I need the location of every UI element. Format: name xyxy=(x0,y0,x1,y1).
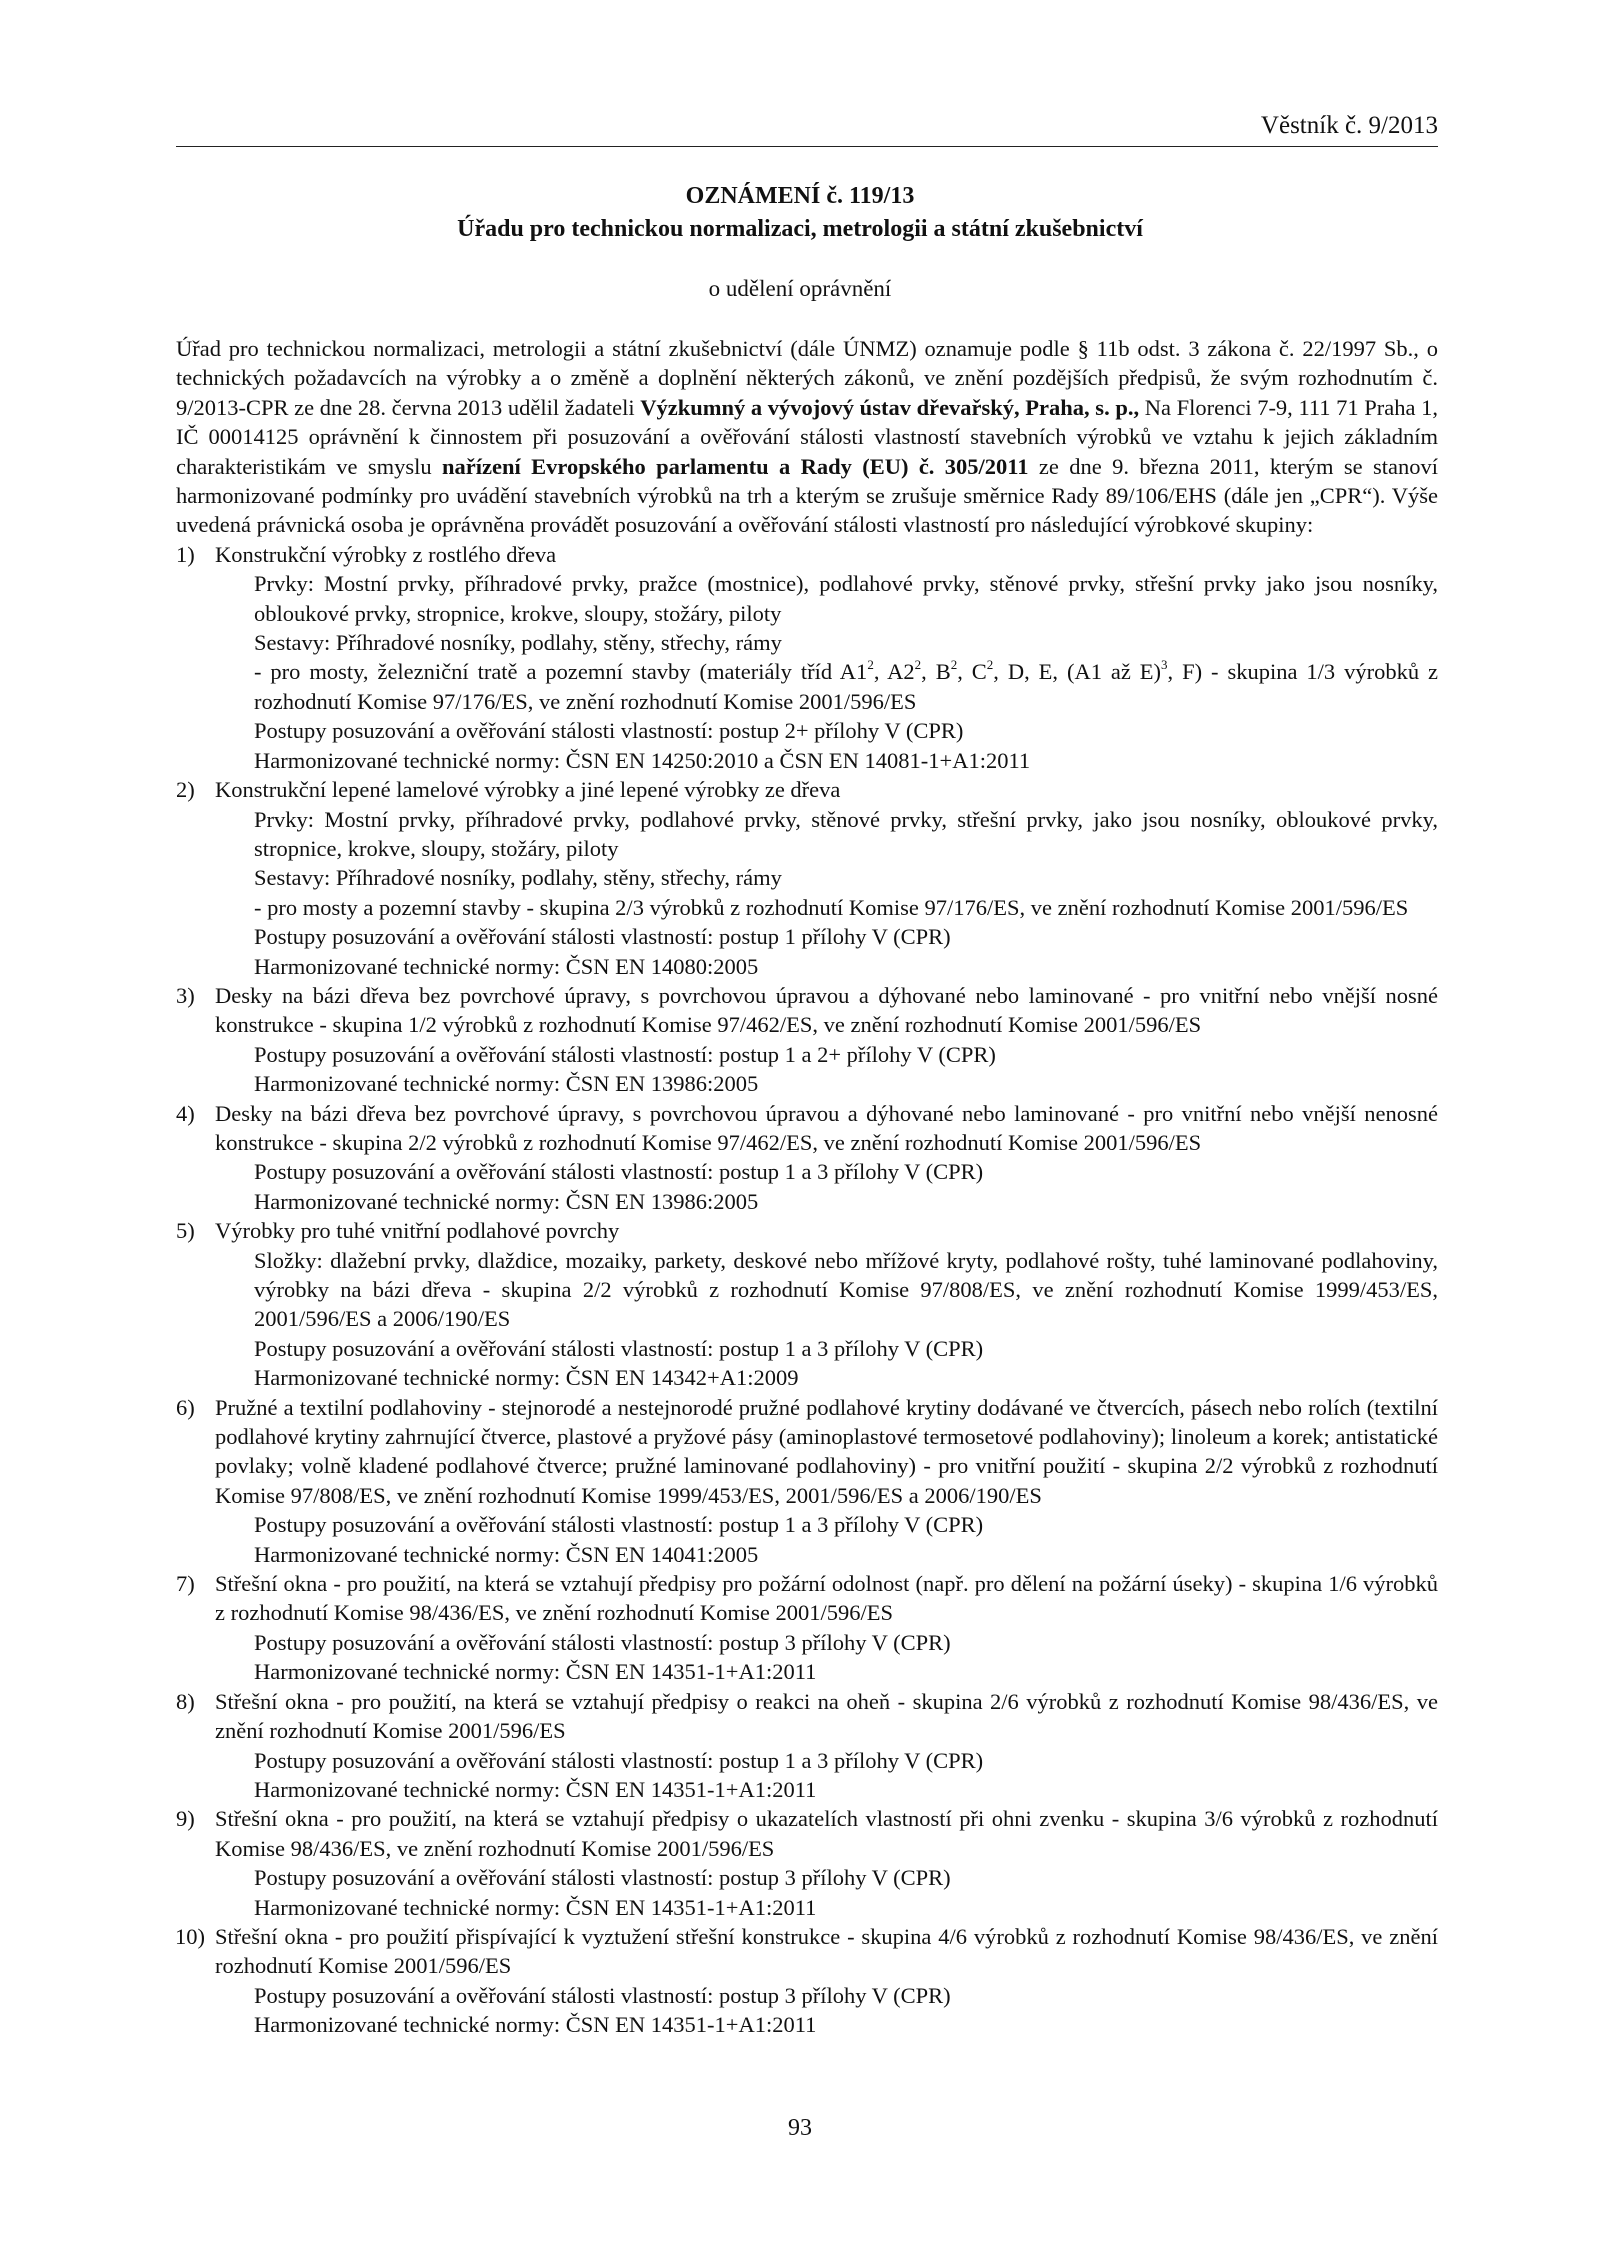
item-heading: Desky na bázi dřeva bez povrchové úpravy, s povrchovou úpravou a dýhované nebo laminované - pro vnitřní nebo vnější nenosné konstrukce - skupina 2/2 výrobků z rozhodnutí Komise 97/462/ES, ve znění rozhodnutí Komise 2001/596/ES xyxy=(215,1100,1438,1155)
item-standards: Harmonizované technické normy: ČSN EN 14041:2005 xyxy=(254,1541,759,1567)
superscript: 2 xyxy=(867,656,874,672)
product-group-item xyxy=(176,1569,1438,1687)
header-rule xyxy=(176,146,1438,147)
item-number: 7) xyxy=(176,1571,195,1597)
item-number: 10) xyxy=(175,1923,205,1949)
item-number: 8) xyxy=(176,1688,195,1714)
product-group-item xyxy=(176,1099,1438,1217)
item-standards: Harmonizované technické normy: ČSN EN 13986:2005 xyxy=(254,1071,759,1097)
item-heading: Střešní okna - pro použití, na která se vztahují předpisy pro požární odolnost (např. pro dělení na požární úseky) - skupina 1/6 výrobků z rozhodnutí Komise 98/436/ES, ve znění rozhodnutí Komise 2001/596/ES xyxy=(215,1571,1438,1626)
item-number: 6) xyxy=(176,1394,195,1420)
product-group-list xyxy=(176,540,1438,2040)
item-number: 5) xyxy=(176,1218,195,1244)
intro-text-3: ze dne 9. března 2011, kterým se stanoví harmonizované podmínky pro uvádění stavebních výrobků na trh a kterým se zrušuje směrnice Rady 89/106/EHS (dále jen „CPR“). Výše uvedená právnická osoba je oprávněna provádět posuzování a ověřování stálosti vlastností pro následující výrobkové skupiny: xyxy=(176,453,1439,538)
item-procedure: Postupy posuzování a ověřování stálosti vlastností: postup 3 přílohy V (CPR) xyxy=(254,1982,951,2008)
item-heading: Konstrukční výrobky z rostlého dřeva xyxy=(215,541,557,567)
office-title: Úřadu pro technickou normalizaci, metrologii a státní zkušebnictví xyxy=(457,216,1143,242)
superscript: 2 xyxy=(950,656,958,672)
page-number: 93 xyxy=(788,2115,812,2141)
item-standards: Harmonizované technické normy: ČSN EN 14351-1+A1:2011 xyxy=(254,1894,817,1920)
intro-applicant: Výzkumný a vývojový ústav dřevařský, Praha, s. p., xyxy=(640,394,1140,420)
item-procedure: Postupy posuzování a ověřování stálosti vlastností: postup 1 a 3 přílohy V (CPR) xyxy=(254,1747,984,1773)
item-heading: Výrobky pro tuhé vnitřní podlahové povrchy xyxy=(215,1218,620,1244)
superscript: 2 xyxy=(986,656,994,672)
materials-part: , B xyxy=(921,659,951,685)
intro-text-2: Na Florenci 7-9, 111 71 Praha 1, IČ 00014125 oprávnění k činnostem při posuzování a ověřování stálosti vlastností stavebních výrobků ve vztahu k jejich základním charakteristikám ve smyslu xyxy=(176,394,1439,479)
intro-regulation: nařízení Evropského parlamentu a Rady (EU) č. 305/2011 xyxy=(442,453,1029,479)
materials-part: - pro mosty, železniční tratě a pozemní stavby (materiály tříd A1 xyxy=(254,659,868,685)
document-body xyxy=(176,334,1438,2040)
item-procedure: Postupy posuzování a ověřování stálosti vlastností: postup 1 a 3 přílohy V (CPR) xyxy=(254,1335,984,1361)
item-number: 3) xyxy=(176,982,195,1008)
item-standards: Harmonizované technické normy: ČSN EN 14351-1+A1:2011 xyxy=(254,1776,817,1802)
item-procedure: Postupy posuzování a ověřování stálosti vlastností: postup 3 přílohy V (CPR) xyxy=(254,1865,951,1891)
announcement-subtitle: o udělení oprávnění xyxy=(708,276,892,301)
materials-part: , C xyxy=(957,659,987,685)
intro-paragraph xyxy=(176,334,1438,540)
item-procedure: Postupy posuzování a ověřování stálosti vlastností: postup 1 a 3 přílohy V (CPR) xyxy=(254,1512,984,1538)
item-number: 9) xyxy=(176,1806,195,1832)
item-number: 4) xyxy=(176,1100,195,1126)
item-heading: Konstrukční lepené lamelové výrobky a jiné lepené výrobky ze dřeva xyxy=(215,777,841,803)
superscript: 2 xyxy=(914,656,922,672)
item-text: Složky: dlažební prvky, dlaždice, mozaiky, parkety, deskové nebo mřížové kryty, podlahové rošty, tuhé laminované podlahoviny, výrobky na bázi dřeva - skupina 2/2 výrobků z rozhodnutí Komise 97/808/ES, ve znění rozhodnutí Komise 1999/453/ES, 2001/596/ES a 2006/190/ES xyxy=(254,1247,1438,1332)
item-text: - pro mosty a pozemní stavby - skupina 2/3 výrobků z rozhodnutí Komise 97/176/ES, ve znění rozhodnutí Komise 2001/596/ES xyxy=(254,894,1409,920)
item-text: Prvky: Mostní prvky, příhradové prvky, pražce (mostnice), podlahové prvky, stěnové prvky, střešní prvky jako jsou nosníky, obloukové prvky, stropnice, krokve, sloupy, stožáry, piloty xyxy=(254,571,1438,626)
journal-header: Věstník č. 9/2013 xyxy=(1260,112,1438,139)
item-standards: Harmonizované technické normy: ČSN EN 14351-1+A1:2011 xyxy=(254,2012,817,2038)
item-heading: Střešní okna - pro použití, na která se vztahují předpisy o ukazatelích vlastností při ohni zvenku - skupina 3/6 výrobků z rozhodnutí Komise 98/436/ES, ve znění rozhodnutí Komise 2001/596/ES xyxy=(215,1806,1438,1861)
item-text: Prvky: Mostní prvky, příhradové prvky, podlahové prvky, stěnové prvky, střešní prvky, jako jsou nosníky, obloukové prvky, stropnice, krokve, sloupy, stožáry, piloty xyxy=(254,806,1438,861)
materials-part: , F) - skupina 1/3 výrobků z rozhodnutí Komise 97/176/ES, ve znění rozhodnutí Komise 2001/596/ES xyxy=(254,659,1438,714)
materials-part: , D, E, (A1 až E) xyxy=(993,659,1162,685)
item-heading: Desky na bázi dřeva bez povrchové úpravy, s povrchovou úpravou a dýhované nebo laminované - pro vnitřní nebo vnější nosné konstrukce - skupina 1/2 výrobků z rozhodnutí Komise 97/462/ES, ve znění rozhodnutí Komise 2001/596/ES xyxy=(215,982,1438,1038)
item-number: 1) xyxy=(176,541,195,567)
item-heading: Střešní okna - pro použití, na která se vztahují předpisy o reakci na oheň - skupina 2/6 výrobků z rozhodnutí Komise 98/436/ES, ve znění rozhodnutí Komise 2001/596/ES xyxy=(215,1688,1438,1744)
superscript: 3 xyxy=(1161,656,1168,672)
item-procedure: Postupy posuzování a ověřování stálosti vlastností: postup 1 a 3 přílohy V (CPR) xyxy=(254,1159,984,1185)
item-standards: Harmonizované technické normy: ČSN EN 14342+A1:2009 xyxy=(254,1365,799,1391)
item-heading: Pružné a textilní podlahoviny - stejnorodé a nestejnorodé pružné podlahové krytiny dodávané ve čtvercích, pásech nebo rolích (textilní podlahové krytiny zahrnující čtverce, plastové a pryžové pásy (aminoplastové termosetové podlahoviny); linoleum a korek; antistatické povlaky; volně kladené podlahové čtverce; pružné laminované podlahoviny) - pro vnitřní použití - skupina 2/2 výrobků z rozhodnutí Komise 97/808/ES, ve znění rozhodnutí Komise 1999/453/ES, 2001/596/ES a 2006/190/ES xyxy=(215,1394,1438,1508)
product-group-item xyxy=(176,1216,1438,1392)
item-text: Sestavy: Příhradové nosníky, podlahy, stěny, střechy, rámy xyxy=(254,630,782,656)
item-heading: Střešní okna - pro použití přispívající k vyztužení střešní konstrukce - skupina 4/6 výrobků z rozhodnutí Komise 98/436/ES, ve znění rozhodnutí Komise 2001/596/ES xyxy=(215,1923,1438,1979)
product-group-item xyxy=(176,1804,1438,1922)
item-procedure: Postupy posuzování a ověřování stálosti vlastností: postup 2+ přílohy V (CPR) xyxy=(254,718,964,744)
item-procedure: Postupy posuzování a ověřování stálosti vlastností: postup 1 přílohy V (CPR) xyxy=(254,924,951,950)
product-group-item xyxy=(176,981,1438,1099)
item-procedure: Postupy posuzování a ověřování stálosti vlastností: postup 3 přílohy V (CPR) xyxy=(254,1629,951,1655)
item-standards: Harmonizované technické normy: ČSN EN 14080:2005 xyxy=(254,953,759,979)
item-procedure: Postupy posuzování a ověřování stálosti vlastností: postup 1 a 2+ přílohy V (CPR) xyxy=(254,1041,996,1067)
product-group-item xyxy=(176,1393,1438,1569)
product-group-item xyxy=(176,775,1438,981)
intro-text-1: Úřad pro technickou normalizaci, metrologii a státní zkušebnictví (dále ÚNMZ) oznamuje podle § 11b odst. 3 zákona č. 22/1997 Sb., o technických požadavcích na výrobky a o změně a doplnění některých zákonů, ve znění pozdějších předpisů, že svým rozhodnutím č. 9/2013-CPR ze dne 28. června 2013 udělil žadateli xyxy=(176,336,1438,420)
item-standards: Harmonizované technické normy: ČSN EN 14351-1+A1:2011 xyxy=(254,1659,817,1685)
product-group-item xyxy=(176,1687,1438,1805)
item-standards: Harmonizované technické normy: ČSN EN 14250:2010 a ČSN EN 14081-1+A1:2011 xyxy=(254,747,1031,773)
materials-part: , A2 xyxy=(873,659,915,685)
item-standards: Harmonizované technické normy: ČSN EN 13986:2005 xyxy=(254,1188,759,1214)
item-text: Sestavy: Příhradové nosníky, podlahy, stěny, střechy, rámy xyxy=(254,865,782,891)
product-group-item xyxy=(176,1922,1438,2040)
item-materials xyxy=(254,657,1438,716)
product-group-item xyxy=(176,540,1438,775)
item-number: 2) xyxy=(176,777,195,803)
announcement-title: OZNÁMENÍ č. 119/13 xyxy=(685,183,915,209)
